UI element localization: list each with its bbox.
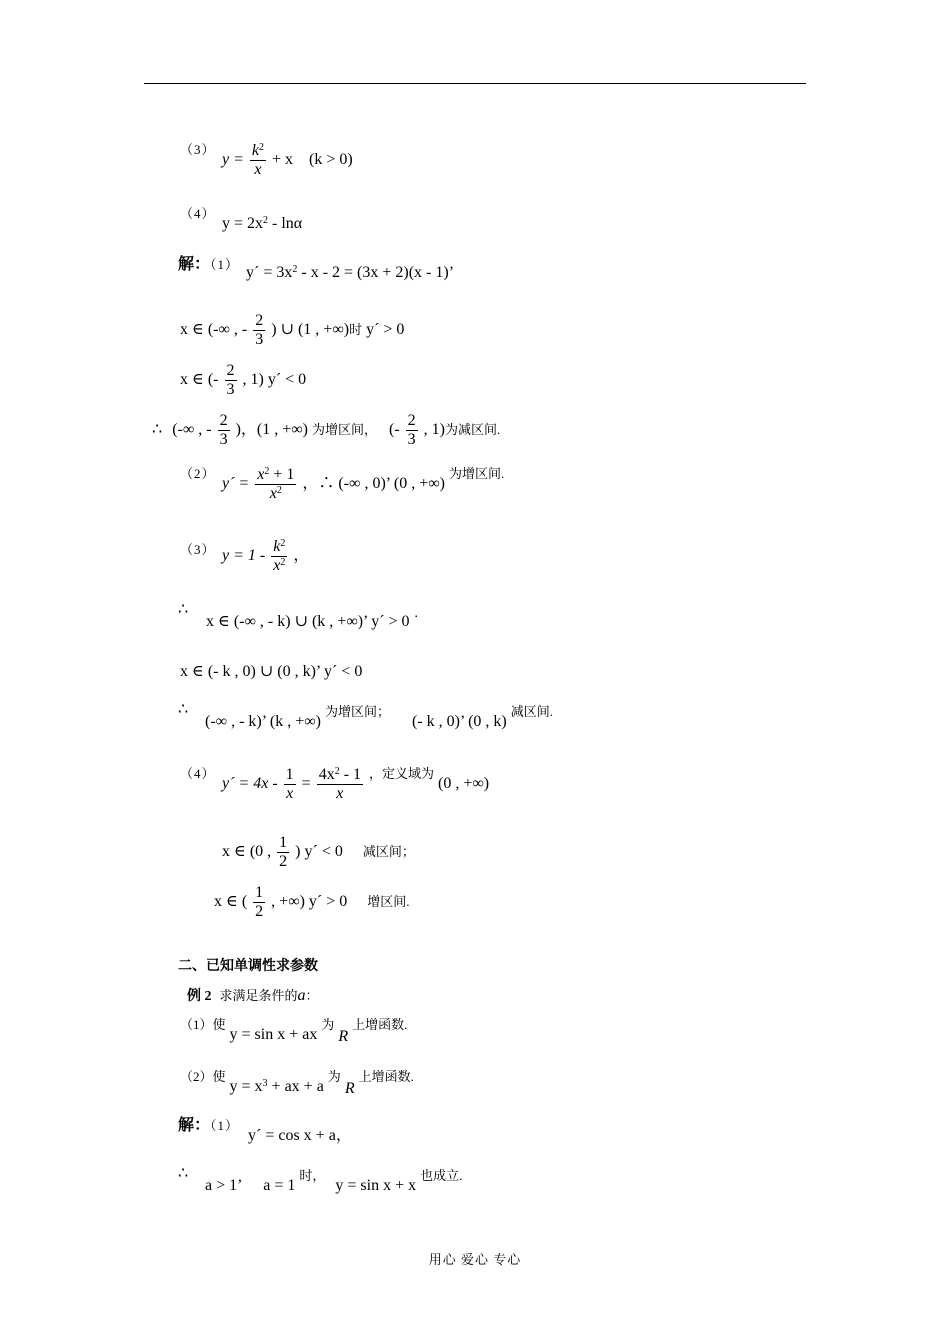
- solution-3-therefore: [178, 600, 188, 620]
- text: 为: [321, 1017, 335, 1032]
- fraction: [253, 884, 265, 921]
- formula-text: a = 1: [263, 1177, 296, 1194]
- formula-text: y´ =: [222, 475, 250, 493]
- solution-2-conclusion: [205, 1168, 463, 1196]
- denominator: 3: [226, 381, 235, 398]
- fraction: [250, 142, 266, 179]
- formula-text: ’: [237, 1177, 242, 1194]
- text: 上增函数.: [358, 1069, 414, 1084]
- solution-3-decreasing: [180, 662, 362, 682]
- formula-text: , +∞) y´ > 0: [271, 893, 348, 911]
- formula-text: (-∞ , - k)’ (k , +∞): [205, 713, 321, 730]
- solution-2-heading: [178, 1116, 239, 1136]
- text: 减区间；: [362, 844, 415, 860]
- solution-3-increasing: [206, 612, 419, 632]
- part-label: （1）: [210, 1118, 240, 1133]
- solution-3-conclusion-symbol: [178, 700, 188, 720]
- problem-4: [180, 204, 216, 224]
- formula-text: y =: [222, 151, 244, 169]
- denominator: 2: [255, 903, 264, 920]
- denominator: 2: [279, 853, 288, 870]
- solution-1-formula: [246, 263, 454, 283]
- formula-text: y´ = cos x + a: [248, 1127, 336, 1144]
- text: 为: [327, 1069, 341, 1084]
- formula-text: ) y´ < 0: [295, 843, 343, 861]
- formula-text: + ax + a: [267, 1078, 324, 1095]
- solution-1-conclusion: [152, 412, 500, 449]
- fraction: [255, 466, 296, 503]
- solution-2-formula: [222, 466, 504, 503]
- denominator: 3: [219, 431, 228, 448]
- fraction: [406, 412, 418, 449]
- formula-text: y = 2x: [222, 215, 264, 232]
- numerator-rest: - 1: [339, 766, 362, 783]
- formula-text: x ∈ (-∞ , -: [180, 321, 248, 339]
- therefore-symbol: ∴: [178, 601, 189, 618]
- numerator: k: [273, 538, 281, 555]
- denominator: x: [269, 485, 277, 502]
- fraction: [225, 362, 237, 399]
- example-2: [187, 986, 319, 1007]
- denominator: 3: [255, 331, 264, 348]
- superscript: 2: [280, 557, 286, 568]
- numerator: 1: [285, 766, 294, 783]
- solution-2-therefore: [178, 1164, 188, 1184]
- formula-text: ) ∪ (1 , +∞): [271, 321, 350, 339]
- problem-4-label: （4）: [180, 206, 216, 221]
- text: 时: [349, 322, 363, 338]
- part-label: （2）: [180, 466, 216, 481]
- therefore-symbol: ∴: [178, 701, 189, 718]
- formula-text: x ∈ (-∞ , - k) ∪ (k , +∞)’ y´ > 0 ˙: [206, 613, 419, 630]
- formula-text: , 1) y´ < 0: [242, 371, 307, 389]
- solution-3-label: [180, 540, 216, 560]
- text: 时，: [299, 1168, 326, 1183]
- fraction: [284, 766, 296, 803]
- page-footer: 用心 爱心 专心: [428, 1252, 522, 1267]
- condition: (k > 0): [309, 151, 353, 169]
- numerator: 2: [219, 412, 228, 429]
- numerator: 2: [226, 362, 235, 379]
- solution-1-line: [178, 255, 239, 275]
- solution-4-decreasing: [222, 834, 415, 871]
- section-2-heading: 二、已知单调性求参数: [178, 959, 318, 974]
- example-label: 例 2: [187, 989, 212, 1004]
- problem-3: [180, 140, 216, 160]
- formula-text: y´ = 3x: [246, 264, 293, 281]
- text: 减区间.: [510, 704, 554, 719]
- superscript: 2: [264, 466, 270, 477]
- superscript: 2: [280, 538, 286, 549]
- fraction: [218, 412, 230, 449]
- text: 上增函数.: [352, 1017, 408, 1032]
- formula-text: R: [344, 1080, 355, 1097]
- text: 为增区间，: [312, 422, 378, 438]
- variable: a: [297, 987, 306, 1004]
- fraction: [317, 766, 363, 803]
- formula-text: x ∈ (- k , 0) ∪ (0 , k)’ y´ < 0: [180, 663, 363, 680]
- numerator: 1: [279, 834, 288, 851]
- superscript: 2: [263, 215, 269, 226]
- example-text: 求满足条件的: [219, 988, 298, 1003]
- solution-3-conclusion: [205, 704, 554, 732]
- numerator-rest: + 1: [269, 466, 295, 483]
- formula-text: (0 , +∞): [438, 775, 490, 793]
- superscript: 3: [262, 1078, 268, 1089]
- superscript: 2: [292, 264, 298, 275]
- part-label: （1）: [210, 257, 240, 272]
- numerator: k: [251, 142, 260, 159]
- problem-3-label: （3）: [180, 142, 216, 157]
- solution-1-increasing: [180, 312, 404, 349]
- solution-3-formula: [222, 538, 309, 575]
- formula-text: + x: [272, 151, 294, 169]
- formula-text: ，∴ (-∞ , 0)’ (0 , +∞): [302, 475, 445, 493]
- superscript: 2: [259, 142, 265, 153]
- solution-2-label: [180, 464, 216, 484]
- numerator: 1: [255, 884, 264, 901]
- numerator: 4x: [318, 766, 335, 783]
- denominator: x: [254, 161, 262, 178]
- formula-text: , 1): [423, 421, 445, 439]
- denominator: x: [336, 785, 344, 802]
- formula-text: (-∞ , -: [172, 421, 212, 439]
- formula-text: (-: [389, 421, 400, 439]
- solution-2-derivative: [248, 1126, 352, 1146]
- solution-1-decreasing: [180, 362, 306, 399]
- formula-text: - lnα: [272, 215, 303, 232]
- solution-4-increasing: [214, 884, 410, 921]
- text: 为增区间.: [449, 466, 505, 482]
- numerator: x: [257, 466, 265, 483]
- formula-text: - x - 2 = (3x + 2)(x - 1)’: [301, 264, 455, 281]
- solution-4-formula: [222, 766, 489, 803]
- superscript: 2: [334, 766, 340, 777]
- text: 也成立.: [420, 1168, 463, 1183]
- question-1: [180, 1015, 408, 1045]
- formula-text: ，: [335, 1127, 352, 1144]
- formula-text: y = sin x + x: [335, 1177, 417, 1194]
- text: 为减区间.: [445, 422, 501, 438]
- text: 为增区间；: [324, 704, 390, 719]
- formula-text: )，(1 , +∞): [235, 421, 308, 439]
- formula-text: y = sin x + ax: [229, 1026, 318, 1043]
- therefore-symbol: ∴: [178, 1165, 189, 1182]
- formula-text: y = 1 -: [222, 547, 266, 565]
- denominator: x: [273, 557, 281, 574]
- formula-text: R: [338, 1028, 349, 1045]
- formula-text: (- k , 0)’ (0 , k): [411, 713, 507, 730]
- formula-text: =: [301, 775, 311, 793]
- problem-4-formula: [222, 214, 302, 234]
- formula-text: y´ = 4x -: [222, 775, 278, 793]
- formula-text: x ∈ (0 ,: [222, 843, 272, 861]
- solution-4-label: [180, 764, 216, 784]
- denominator: 3: [407, 431, 416, 448]
- formula-text: x ∈ (: [214, 893, 248, 911]
- text: 增区间.: [367, 894, 410, 910]
- problem-3-formula: [222, 142, 353, 179]
- question-2: [180, 1067, 414, 1097]
- formula-text: y´ > 0: [366, 321, 405, 339]
- solution-heading: 解：: [178, 1117, 211, 1134]
- formula-text: y = x: [229, 1078, 263, 1095]
- formula-text: a > 1: [205, 1177, 238, 1194]
- part-label: （3）: [180, 542, 216, 557]
- question-label: （2）使: [180, 1069, 226, 1084]
- fraction: [277, 834, 289, 871]
- header-rule: [144, 83, 806, 84]
- formula-text: x ∈ (-: [180, 371, 219, 389]
- fraction: [271, 538, 287, 575]
- formula-text: ，: [293, 547, 310, 565]
- text: ，定义域为: [369, 766, 435, 782]
- question-label: （1）使: [180, 1017, 226, 1032]
- denominator: x: [286, 785, 294, 802]
- part-label: （4）: [180, 766, 216, 781]
- numerator: 2: [255, 312, 264, 329]
- numerator: 2: [407, 412, 416, 429]
- text: ：: [305, 988, 319, 1003]
- therefore-symbol: ∴: [152, 421, 163, 439]
- fraction: [253, 312, 265, 349]
- solution-heading: 解：: [178, 256, 211, 273]
- superscript: 2: [276, 485, 282, 496]
